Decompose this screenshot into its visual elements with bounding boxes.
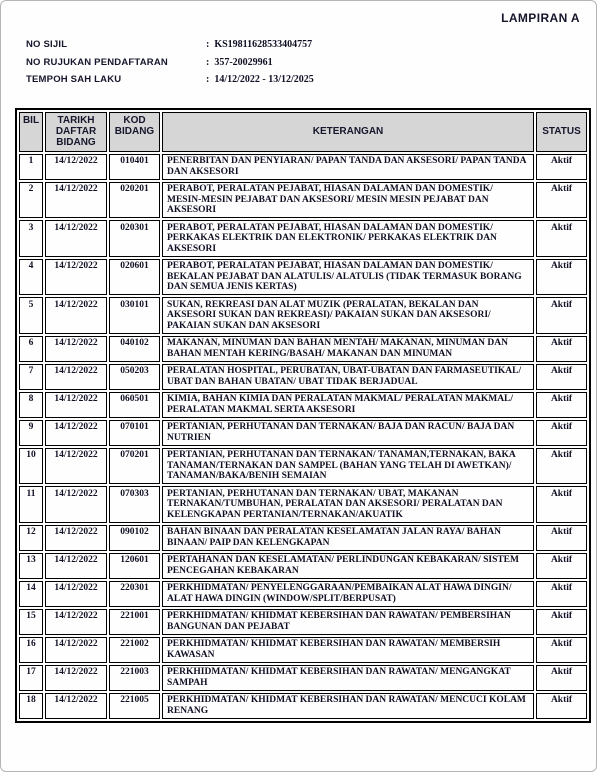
cell-keterangan: PERABOT, PERALATAN PEJABAT, HIASAN DALAMAN DAN DOMESTIK/ BEKALAN PEJABAT DAN ALATULIS/ ALATULIS (TIDAK TERMASUK BORANG DAN SEMUA JENIS KERTAS) (162, 259, 534, 296)
cell-tarikh-daftar: 14/12/2022 (45, 553, 107, 579)
cell-status: Aktif (536, 486, 587, 523)
cell-status: Aktif (536, 259, 587, 296)
table-row (19, 525, 587, 551)
cell-tarikh-daftar: 14/12/2022 (45, 259, 107, 296)
cell-tarikh-daftar: 14/12/2022 (45, 336, 107, 362)
cell-bil: 14 (19, 581, 43, 607)
cell-status: Aktif (536, 220, 587, 257)
cell-keterangan: PERKHIDMATAN/ PENYELENGGARAAN/PEMBAIKAN ALAT HAWA DINGIN/ ALAT HAWA DINGIN (WINDOW/SPLIT/BERPUSAT) (162, 581, 534, 607)
cell-bil: 11 (19, 486, 43, 523)
table-body (19, 154, 587, 719)
cell-tarikh-daftar: 14/12/2022 (45, 581, 107, 607)
cell-status: Aktif (536, 581, 587, 607)
column-header-kod-bidang: KOD BIDANG (109, 112, 160, 152)
table-row (19, 581, 587, 607)
cell-status: Aktif (536, 553, 587, 579)
cell-kod-bidang: 221002 (109, 637, 160, 663)
table-row (19, 297, 587, 334)
table-header-row (19, 112, 587, 152)
cell-tarikh-daftar: 14/12/2022 (45, 297, 107, 334)
cell-kod-bidang: 060501 (109, 392, 160, 418)
validity-period: 14/12/2022 - 13/12/2025 (214, 74, 314, 85)
cell-tarikh-daftar: 14/12/2022 (45, 486, 107, 523)
cell-status: Aktif (536, 609, 587, 635)
cell-keterangan: KIMIA, BAHAN KIMIA DAN PERALATAN MAKMAL/ PERALATAN MAKMAL/ PERALATAN MAKMAL SERTA AKSESORI (162, 392, 534, 418)
cell-kod-bidang: 030101 (109, 297, 160, 334)
info-label: NO RUJUKAN PENDAFTARAN (26, 56, 168, 68)
colon-separator: : (206, 74, 210, 85)
cell-tarikh-daftar: 14/12/2022 (45, 637, 107, 663)
table-row (19, 486, 587, 523)
cell-status: Aktif (536, 154, 587, 180)
cell-keterangan: PERTANIAN, PERHUTANAN DAN TERNAKAN/ UBAT, MAKANAN TERNAKAN/TUMBUHAN, PERALATAN DAN AKSESORI/ PERALATAN DAN KELENGKAPAN PERTANIAN/TERNAKAN/AKUATIK (162, 486, 534, 523)
colon-separator: : (206, 39, 210, 50)
info-label: NO SIJIL (26, 39, 68, 50)
cell-bil: 7 (19, 364, 43, 390)
table-row (19, 637, 587, 663)
cell-kod-bidang: 070201 (109, 448, 160, 485)
table-row (19, 693, 587, 719)
cell-status: Aktif (536, 336, 587, 362)
registration-reference-number: 357-20029961 (214, 56, 273, 68)
column-header-status: STATUS (536, 112, 587, 152)
column-header-bil: BIL (19, 112, 43, 152)
cell-status: Aktif (536, 420, 587, 446)
table-row (19, 364, 587, 390)
cell-keterangan: PERALATAN HOSPITAL, PERUBATAN, UBAT-UBATAN DAN FARMASEUTIKAL/ UBAT DAN BAHAN UBATAN/ UBAT TIDAK BERJADUAL (162, 364, 534, 390)
info-value (206, 74, 314, 85)
cell-tarikh-daftar: 14/12/2022 (45, 420, 107, 446)
cell-kod-bidang: 020601 (109, 259, 160, 296)
cell-bil: 2 (19, 182, 43, 219)
info-value (206, 57, 273, 68)
cell-kod-bidang: 070101 (109, 420, 160, 446)
cell-keterangan: PERTANIAN, PERHUTANAN DAN TERNAKAN/ TANAMAN,TERNAKAN, BAKA TANAMAN/TERNAKAN DAN SAMPEL (BAHAN YANG TELAH DI AWETKAN)/ TANAMAN/BAKA/BENIH SEMAIAN (162, 448, 534, 485)
cell-tarikh-daftar: 14/12/2022 (45, 609, 107, 635)
cell-keterangan: PERKHIDMATAN/ KHIDMAT KEBERSIHAN DAN RAWATAN/ MEMBERSIH KAWASAN (162, 637, 534, 663)
cell-bil: 3 (19, 220, 43, 257)
cell-tarikh-daftar: 14/12/2022 (45, 154, 107, 180)
cell-tarikh-daftar: 14/12/2022 (45, 182, 107, 219)
cell-bil: 5 (19, 297, 43, 334)
colon-separator: : (206, 56, 210, 68)
cell-status: Aktif (536, 297, 587, 334)
cell-kod-bidang: 221005 (109, 693, 160, 719)
cell-bil: 12 (19, 525, 43, 551)
cell-status: Aktif (536, 364, 587, 390)
cell-kod-bidang: 020201 (109, 182, 160, 219)
table-row (19, 665, 587, 691)
cell-bil: 1 (19, 154, 43, 180)
cell-bil: 4 (19, 259, 43, 296)
cell-status: Aktif (536, 392, 587, 418)
info-field-tempoh-sah (26, 74, 596, 92)
info-value (206, 39, 312, 50)
cell-status: Aktif (536, 448, 587, 485)
cell-bil: 17 (19, 665, 43, 691)
certificate-info-block (26, 39, 596, 92)
cell-keterangan: PERABOT, PERALATAN PEJABAT, HIASAN DALAMAN DAN DOMESTIK/ MESIN-MESIN PEJABAT DAN AKSESORI/ MESIN MESIN PEJABAT DAN AKSESORI (162, 182, 534, 219)
cell-status: Aktif (536, 665, 587, 691)
cell-bil: 9 (19, 420, 43, 446)
table-row (19, 392, 587, 418)
cell-keterangan: BAHAN BINAAN DAN PERALATAN KESELAMATAN JALAN RAYA/ BAHAN BINAAN/ PAIP DAN KELENGKAPAN (162, 525, 534, 551)
cell-bil: 6 (19, 336, 43, 362)
table-row (19, 259, 587, 296)
certificate-number: KS19811628533404757 (214, 39, 313, 50)
table-row (19, 336, 587, 362)
cell-keterangan: PERTANIAN, PERHUTANAN DAN TERNAKAN/ BAJA DAN RACUN/ BAJA DAN NUTRIEN (162, 420, 534, 446)
cell-kod-bidang: 040102 (109, 336, 160, 362)
info-field-no-sijil (26, 39, 596, 57)
table-row (19, 448, 587, 485)
cell-keterangan: PERKHIDMATAN/ KHIDMAT KEBERSIHAN DAN RAWATAN/ MENGANGKAT SAMPAH (162, 665, 534, 691)
cell-keterangan: PERKHIDMATAN/ KHIDMAT KEBERSIHAN DAN RAWATAN/ PEMBERSIHAN BANGUNAN DAN PEJABAT (162, 609, 534, 635)
cell-bil: 18 (19, 693, 43, 719)
cell-kod-bidang: 010401 (109, 154, 160, 180)
cell-status: Aktif (536, 182, 587, 219)
cell-bil: 8 (19, 392, 43, 418)
cell-kod-bidang: 221003 (109, 665, 160, 691)
cell-keterangan: PERTAHANAN DAN KESELAMATAN/ PERLINDUNGAN KEBAKARAN/ SISTEM PENCEGAHAN KEBAKARAN (162, 553, 534, 579)
cell-keterangan: MAKANAN, MINUMAN DAN BAHAN MENTAH/ MAKANAN, MINUMAN DAN BAHAN MENTAH KERING/BASAH/ MAKANAN DAN MINUMAN (162, 336, 534, 362)
cell-status: Aktif (536, 693, 587, 719)
cell-keterangan: SUKAN, REKREASI DAN ALAT MUZIK (PERALATAN, BEKALAN DAN AKSESORI SUKAN DAN REKREASI)/ PAKAIAN SUKAN DAN AKSESORI/ PAKAIAN SUKAN DAN AKSESORI (162, 297, 534, 334)
column-header-keterangan: KETERANGAN (162, 112, 534, 152)
cell-bil: 10 (19, 448, 43, 485)
cell-status: Aktif (536, 637, 587, 663)
cell-tarikh-daftar: 14/12/2022 (45, 364, 107, 390)
table-row (19, 220, 587, 257)
info-field-no-rujukan (26, 57, 596, 75)
info-label: TEMPOH SAH LAKU (26, 74, 122, 85)
cell-keterangan: PERABOT, PERALATAN PEJABAT, HIASAN DALAMAN DAN DOMESTIK/ PERKAKAS ELEKTRIK DAN ELEKTRONIK/ PERKAKAS ELEKTRIK DAN AKSESORI (162, 220, 534, 257)
cell-kod-bidang: 220301 (109, 581, 160, 607)
cell-kod-bidang: 120601 (109, 553, 160, 579)
cell-keterangan: PENERBITAN DAN PENYIARAN/ PAPAN TANDA DAN AKSESORI/ PAPAN TANDA DAN AKSESORI (162, 154, 534, 180)
table-row (19, 553, 587, 579)
cell-status: Aktif (536, 525, 587, 551)
cell-tarikh-daftar: 14/12/2022 (45, 392, 107, 418)
table-row (19, 609, 587, 635)
cell-bil: 15 (19, 609, 43, 635)
table-row (19, 420, 587, 446)
cell-kod-bidang: 050203 (109, 364, 160, 390)
table-row (19, 154, 587, 180)
cell-kod-bidang: 070303 (109, 486, 160, 523)
cell-kod-bidang: 020301 (109, 220, 160, 257)
cell-bil: 16 (19, 637, 43, 663)
corner-label: LAMPIRAN A (501, 11, 580, 25)
cell-tarikh-daftar: 14/12/2022 (45, 693, 107, 719)
cell-tarikh-daftar: 14/12/2022 (45, 448, 107, 485)
cell-tarikh-daftar: 14/12/2022 (45, 665, 107, 691)
cell-bil: 13 (19, 553, 43, 579)
registration-fields-table (15, 108, 591, 723)
cell-kod-bidang: 221001 (109, 609, 160, 635)
cell-tarikh-daftar: 14/12/2022 (45, 525, 107, 551)
table-row (19, 182, 587, 219)
cell-kod-bidang: 090102 (109, 525, 160, 551)
cell-tarikh-daftar: 14/12/2022 (45, 220, 107, 257)
column-header-tarikh-daftar-bidang: TARIKH DAFTAR BIDANG (45, 112, 107, 152)
cell-keterangan: PERKHIDMATAN/ KHIDMAT KEBERSIHAN DAN RAWATAN/ MENCUCI KOLAM RENANG (162, 693, 534, 719)
